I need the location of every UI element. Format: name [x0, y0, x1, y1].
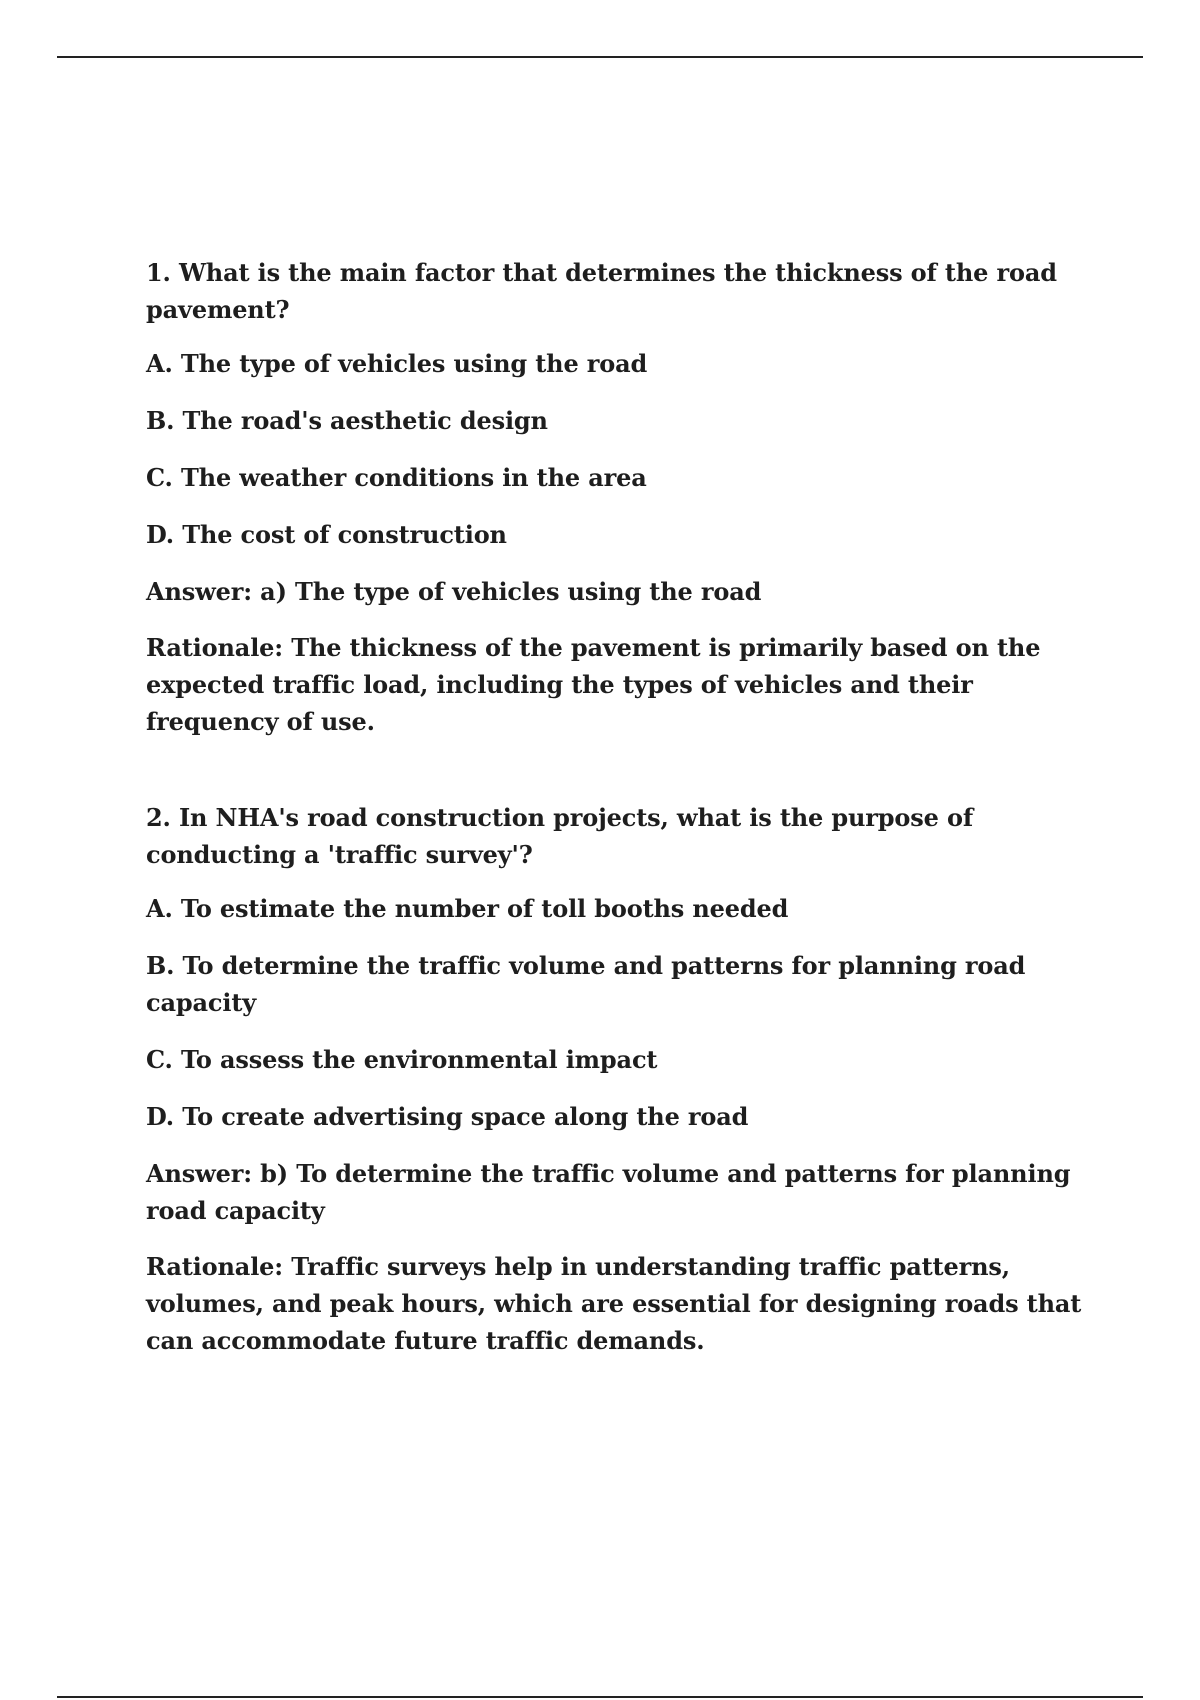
answer-text: Answer: b) To determine the traffic volume and patterns for planning road capacity — [146, 1159, 1071, 1225]
rationale-text: Rationale: Traffic surveys help in understanding traffic patterns, volumes, and peak hours, which are essential for designing roads that can accommodate future traffic demands. — [146, 1252, 1082, 1355]
question-block-1 — [146, 254, 1091, 740]
option-b: B. To determine the traffic volume and patterns for planning road capacity — [146, 951, 1026, 1017]
option-c: C. The weather conditions in the area — [146, 463, 647, 492]
question-text: 1. What is the main factor that determines the thickness of the road pavement? — [146, 258, 1057, 324]
rationale-text: Rationale: The thickness of the pavement is primarily based on the expected traffic load, including the types of vehicles and their frequency of use. — [146, 633, 1041, 736]
question-text: 2. In NHA's road construction projects, what is the purpose of conducting a 'traffic survey'? — [146, 803, 974, 869]
option-a: A. The type of vehicles using the road — [146, 349, 648, 378]
page-content — [146, 254, 1091, 1359]
option-b: B. The road's aesthetic design — [146, 406, 548, 435]
header-rule — [57, 56, 1143, 58]
footer-rule — [57, 1696, 1143, 1698]
answer-text: Answer: a) The type of vehicles using the road — [146, 577, 762, 606]
question-block-2 — [146, 799, 1091, 1359]
option-c: C. To assess the environmental impact — [146, 1045, 658, 1074]
option-d: D. To create advertising space along the road — [146, 1102, 749, 1131]
option-d: D. The cost of construction — [146, 520, 507, 549]
option-a: A. To estimate the number of toll booths needed — [146, 894, 789, 923]
